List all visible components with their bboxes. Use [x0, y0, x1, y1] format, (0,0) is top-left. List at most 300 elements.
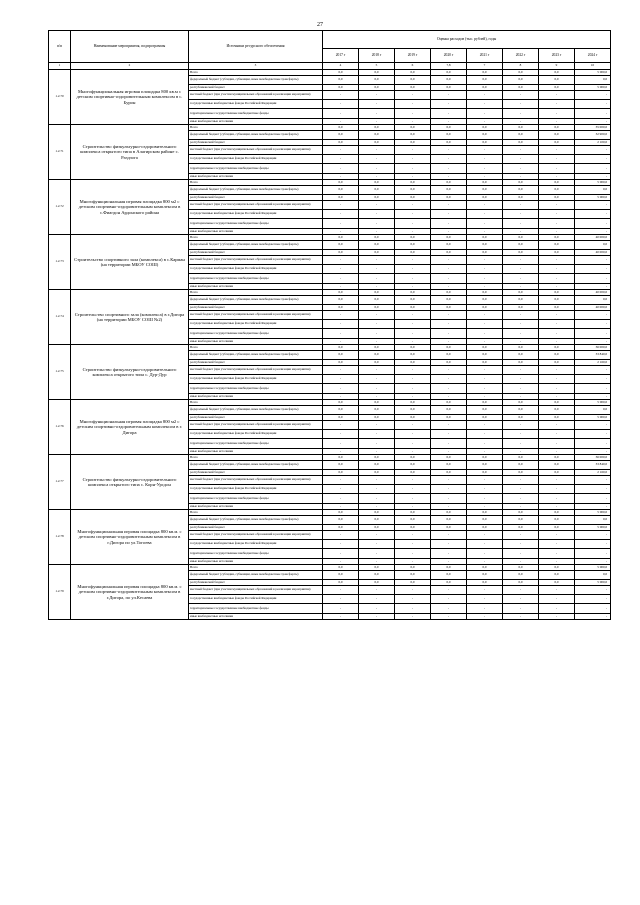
value-cell: -: [359, 311, 395, 320]
value-cell: -: [467, 311, 503, 320]
value-cell-2024: -: [575, 174, 611, 180]
value-cell: -: [503, 311, 539, 320]
value-cell: -: [431, 219, 467, 229]
value-cell: 0,0: [323, 525, 359, 531]
value-cell: 0,0: [467, 195, 503, 201]
value-cell: 0,0: [431, 415, 467, 421]
value-cell: 0,0: [503, 525, 539, 531]
value-cell: -: [503, 219, 539, 229]
value-cell: -: [467, 284, 503, 290]
item-name: Строительство физкультурно-оздоровительного комплекса открытого типа с. Дур-Дур: [71, 345, 189, 400]
value-cell-2024: -: [575, 485, 611, 494]
value-cell: -: [323, 504, 359, 510]
value-cell: -: [323, 421, 359, 430]
value-cell: -: [503, 485, 539, 494]
value-cell: -: [323, 439, 359, 449]
value-cell: -: [503, 614, 539, 620]
source-label: Всего: [189, 235, 323, 241]
value-cell: 0,0: [539, 360, 575, 366]
value-cell: -: [395, 540, 431, 549]
value-cell-2024: -: [575, 219, 611, 229]
item-number: 1.2.72: [49, 180, 71, 235]
value-cell: -: [395, 604, 431, 614]
value-cell: -: [467, 394, 503, 400]
value-cell: -: [431, 100, 467, 109]
value-cell: -: [539, 229, 575, 235]
value-cell-2024: -: [575, 164, 611, 174]
value-cell: 0,0: [503, 290, 539, 296]
value-cell-2024: 2 160,0: [575, 470, 611, 476]
value-cell-2024: -: [575, 210, 611, 219]
item-name: Строительство физкультурно-оздоровительного комплекса открытого типа с. Корн-Урсдон: [71, 455, 189, 510]
value-cell: 0,0: [539, 290, 575, 296]
value-cell: -: [467, 339, 503, 345]
value-cell: -: [539, 256, 575, 265]
value-cell: -: [503, 164, 539, 174]
value-cell: 0,0: [467, 470, 503, 476]
value-cell: -: [395, 430, 431, 439]
source-label: государственные внебюджетные фонды Российской Федерации: [189, 210, 323, 219]
value-cell: -: [503, 366, 539, 375]
value-cell-2024: -: [575, 586, 611, 595]
value-cell: 0,0: [539, 125, 575, 131]
item-number: 1.2.74: [49, 290, 71, 345]
value-cell-2024: 36 000,0: [575, 345, 611, 351]
value-cell: -: [323, 311, 359, 320]
value-cell: 0,0: [539, 70, 575, 76]
value-cell-2024: -: [575, 384, 611, 394]
value-cell-2024: -: [575, 494, 611, 504]
value-cell: -: [503, 109, 539, 119]
value-cell: 0,0: [431, 76, 467, 85]
value-cell: 0,0: [539, 525, 575, 531]
value-cell: 0,0: [539, 580, 575, 586]
value-cell: -: [431, 394, 467, 400]
value-cell: -: [431, 485, 467, 494]
value-cell-2024: -: [575, 284, 611, 290]
value-cell: 0,0: [359, 76, 395, 85]
value-cell: -: [539, 109, 575, 119]
value-cell: 0,0: [323, 195, 359, 201]
value-cell: 0,0: [431, 461, 467, 470]
value-cell: 0,0: [503, 400, 539, 406]
value-cell: 0,0: [395, 131, 431, 140]
source-label: территориальные государственные внебюджетные фонды: [189, 109, 323, 119]
value-cell: -: [323, 494, 359, 504]
value-cell: -: [467, 201, 503, 210]
value-cell: -: [359, 375, 395, 384]
value-cell: -: [539, 219, 575, 229]
value-cell: -: [431, 439, 467, 449]
value-cell: -: [395, 366, 431, 375]
value-cell-2024: -: [575, 146, 611, 155]
value-cell-2024: 5 000,0: [575, 180, 611, 186]
value-cell: -: [467, 210, 503, 219]
value-cell: -: [467, 614, 503, 620]
value-cell: 0,0: [395, 571, 431, 580]
value-cell: -: [467, 439, 503, 449]
value-cell: -: [431, 329, 467, 339]
value-cell: -: [359, 439, 395, 449]
value-cell-2024: 0,0: [575, 516, 611, 525]
value-cell: -: [431, 174, 467, 180]
source-label: государственные внебюджетные фонды Российской Федерации: [189, 155, 323, 164]
value-cell: -: [467, 320, 503, 329]
value-cell: -: [395, 339, 431, 345]
value-cell: 0,0: [467, 415, 503, 421]
value-cell: -: [323, 210, 359, 219]
value-cell: -: [503, 174, 539, 180]
value-cell: -: [467, 375, 503, 384]
value-cell: -: [503, 421, 539, 430]
value-cell: -: [431, 494, 467, 504]
value-cell: -: [431, 284, 467, 290]
value-cell-2024: 40 000,0: [575, 290, 611, 296]
value-cell: -: [395, 329, 431, 339]
source-label: государственные внебюджетные фонды Российской Федерации: [189, 540, 323, 549]
value-cell-2024: 33 840,0: [575, 351, 611, 360]
value-cell: -: [503, 494, 539, 504]
value-cell: -: [323, 119, 359, 125]
source-label: федеральный бюджет (субсидии, субвенции, иные межбюджетные трансферты): [189, 241, 323, 250]
value-cell: 0,0: [359, 186, 395, 195]
value-cell: 0,0: [467, 571, 503, 580]
value-cell: 0,0: [323, 510, 359, 516]
value-cell: -: [323, 100, 359, 109]
value-cell: -: [359, 604, 395, 614]
value-cell-2024: -: [575, 430, 611, 439]
value-cell: 0,0: [503, 125, 539, 131]
source-label: государственные внебюджетные фонды Российской Федерации: [189, 265, 323, 274]
value-cell: 0,0: [359, 345, 395, 351]
index-cell-10: 10: [575, 63, 611, 70]
source-label: республиканский бюджет: [189, 415, 323, 421]
value-cell: 0,0: [503, 415, 539, 421]
value-cell: -: [503, 91, 539, 100]
value-cell: -: [359, 274, 395, 284]
value-cell: -: [539, 476, 575, 485]
value-cell-2024: -: [575, 394, 611, 400]
value-cell: -: [503, 284, 539, 290]
item-number: 1.2.78: [49, 510, 71, 565]
source-label: государственные внебюджетные фонды Российской Федерации: [189, 320, 323, 329]
value-cell: -: [323, 384, 359, 394]
value-cell: -: [359, 384, 395, 394]
source-label: Всего: [189, 180, 323, 186]
value-cell: 0,0: [503, 241, 539, 250]
value-cell: 0,0: [395, 241, 431, 250]
value-cell: -: [323, 329, 359, 339]
value-cell-2024: -: [575, 595, 611, 604]
value-cell: -: [395, 595, 431, 604]
value-cell: 0,0: [323, 290, 359, 296]
value-cell: -: [467, 219, 503, 229]
value-cell: -: [539, 504, 575, 510]
value-cell: -: [431, 265, 467, 274]
item-number: 1.2.75: [49, 345, 71, 400]
value-cell: -: [467, 155, 503, 164]
value-cell: -: [359, 219, 395, 229]
value-cell: 0,0: [503, 186, 539, 195]
value-cell: 0,0: [359, 571, 395, 580]
value-cell: -: [503, 384, 539, 394]
value-cell-2024: -: [575, 531, 611, 540]
value-cell: -: [359, 256, 395, 265]
value-cell: -: [323, 91, 359, 100]
source-label: федеральный бюджет (субсидии, субвенции, иные межбюджетные трансферты): [189, 351, 323, 360]
value-cell-2024: 5 000,0: [575, 580, 611, 586]
header-year-0: 2017 г: [323, 49, 359, 63]
value-cell: 0,0: [431, 140, 467, 146]
value-cell: -: [323, 595, 359, 604]
source-label: республиканский бюджет: [189, 195, 323, 201]
source-label: Всего: [189, 125, 323, 131]
budget-table: [48, 30, 611, 620]
value-cell: 0,0: [323, 305, 359, 311]
value-cell: -: [467, 494, 503, 504]
value-cell: -: [323, 174, 359, 180]
value-cell: -: [359, 109, 395, 119]
value-cell: 0,0: [467, 525, 503, 531]
value-cell: 0,0: [431, 125, 467, 131]
value-cell: 0,0: [395, 525, 431, 531]
value-cell-2024: 5 000,0: [575, 525, 611, 531]
value-cell: 0,0: [323, 571, 359, 580]
value-cell: -: [539, 284, 575, 290]
value-cell: 0,0: [359, 250, 395, 256]
value-cell: -: [431, 119, 467, 125]
value-cell: -: [539, 339, 575, 345]
value-cell: 0,0: [503, 195, 539, 201]
value-cell: 0,0: [503, 461, 539, 470]
source-label: федеральный бюджет (субсидии, субвенции, иные межбюджетные трансферты): [189, 76, 323, 85]
value-cell: 0,0: [323, 125, 359, 131]
item-name: Строительство физкультурно-оздоровительного комплекса открытого типа в Алагирском районе с. Раздзога: [71, 125, 189, 180]
source-label: иные внебюджетные источники: [189, 559, 323, 565]
value-cell: 0,0: [467, 580, 503, 586]
value-cell: -: [323, 274, 359, 284]
value-cell: -: [359, 174, 395, 180]
source-label: республиканский бюджет: [189, 250, 323, 256]
header-index-row: [49, 63, 611, 70]
value-cell: -: [503, 256, 539, 265]
value-cell: 0,0: [395, 85, 431, 91]
value-cell: -: [359, 210, 395, 219]
value-cell-2024: 2 160,0: [575, 360, 611, 366]
item-name: Многофункциональная игровая площадка 800 м2 с детским спортивно-оздоровительным комплексом в г. Дигора: [71, 400, 189, 455]
value-cell: -: [503, 229, 539, 235]
value-cell: 0,0: [539, 516, 575, 525]
value-cell: 0,0: [503, 470, 539, 476]
value-cell-2024: 33 840,0: [575, 461, 611, 470]
value-cell: -: [467, 119, 503, 125]
value-cell-2024: 35 000,0: [575, 125, 611, 131]
source-label: федеральный бюджет (субсидии, субвенции, иные межбюджетные трансферты): [189, 516, 323, 525]
value-cell: -: [539, 614, 575, 620]
value-cell: -: [539, 449, 575, 455]
value-cell: 0,0: [539, 85, 575, 91]
value-cell: 0,0: [431, 296, 467, 305]
value-cell: 0,0: [503, 140, 539, 146]
value-cell: -: [359, 229, 395, 235]
value-cell: 0,0: [431, 131, 467, 140]
value-cell: -: [323, 559, 359, 565]
value-cell: -: [359, 265, 395, 274]
value-cell: -: [431, 449, 467, 455]
value-cell: -: [539, 485, 575, 494]
value-cell: 0,0: [323, 241, 359, 250]
value-cell: 0,0: [359, 461, 395, 470]
source-label: иные внебюджетные источники: [189, 229, 323, 235]
item-number: 1.2.76: [49, 400, 71, 455]
source-label: государственные внебюджетные фонды Российской Федерации: [189, 430, 323, 439]
value-cell: 0,0: [395, 70, 431, 76]
value-cell: 0,0: [467, 180, 503, 186]
value-cell: -: [539, 559, 575, 565]
value-cell: 0,0: [431, 565, 467, 571]
value-cell-2024: -: [575, 559, 611, 565]
value-cell: -: [539, 430, 575, 439]
value-cell: -: [503, 476, 539, 485]
value-cell: -: [359, 284, 395, 290]
value-cell: 0,0: [503, 180, 539, 186]
value-cell: -: [359, 485, 395, 494]
index-cell-9: 9: [539, 63, 575, 70]
value-cell: 0,0: [359, 400, 395, 406]
value-cell-2024: -: [575, 265, 611, 274]
value-cell-2024: 0,0: [575, 76, 611, 85]
value-cell: -: [395, 439, 431, 449]
value-cell: -: [503, 595, 539, 604]
value-cell: 0,0: [395, 195, 431, 201]
value-cell: -: [467, 586, 503, 595]
value-cell: 0,0: [467, 235, 503, 241]
value-cell: -: [431, 201, 467, 210]
value-cell-2024: -: [575, 549, 611, 559]
value-cell: -: [539, 274, 575, 284]
source-label: местный бюджет (при участии муниципальных образований в реализации мероприятия): [189, 421, 323, 430]
value-cell-2024: -: [575, 229, 611, 235]
value-cell: 0,0: [323, 461, 359, 470]
value-cell: -: [503, 201, 539, 210]
value-cell: 0,0: [323, 406, 359, 415]
value-cell: -: [323, 430, 359, 439]
value-cell: 0,0: [503, 85, 539, 91]
value-cell: 0,0: [539, 195, 575, 201]
value-cell-2024: 0,0: [575, 186, 611, 195]
value-cell-2024: -: [575, 91, 611, 100]
value-cell: -: [431, 155, 467, 164]
source-label: республиканский бюджет: [189, 305, 323, 311]
value-cell-2024: 5 000,0: [575, 565, 611, 571]
value-cell: -: [359, 504, 395, 510]
header-year-4: 2021 г: [467, 49, 503, 63]
value-cell: -: [503, 586, 539, 595]
value-cell: 0,0: [359, 455, 395, 461]
value-cell: 0,0: [395, 235, 431, 241]
value-cell: 0,0: [431, 510, 467, 516]
value-cell: -: [395, 559, 431, 565]
value-cell: 0,0: [395, 125, 431, 131]
source-label: федеральный бюджет (субсидии, субвенции, иные межбюджетные трансферты): [189, 186, 323, 195]
value-cell: 0,0: [359, 290, 395, 296]
value-cell: -: [539, 421, 575, 430]
value-cell: -: [359, 449, 395, 455]
value-cell: -: [467, 559, 503, 565]
value-cell: -: [539, 155, 575, 164]
value-cell: -: [359, 614, 395, 620]
value-cell: -: [323, 109, 359, 119]
value-cell: 0,0: [503, 580, 539, 586]
value-cell: -: [323, 146, 359, 155]
value-cell: -: [395, 256, 431, 265]
value-cell: -: [323, 219, 359, 229]
value-cell: -: [395, 549, 431, 559]
value-cell: 0,0: [395, 406, 431, 415]
value-cell: 0,0: [431, 180, 467, 186]
value-cell: -: [395, 586, 431, 595]
value-cell: 0,0: [467, 296, 503, 305]
value-cell: -: [359, 559, 395, 565]
value-cell: -: [359, 339, 395, 345]
value-cell: 0,0: [359, 580, 395, 586]
value-cell: 0,0: [359, 510, 395, 516]
value-cell: 0,0: [503, 296, 539, 305]
value-cell: 0,0: [431, 186, 467, 195]
value-cell: -: [467, 164, 503, 174]
value-cell: 0,0: [467, 125, 503, 131]
value-cell: 0,0: [539, 455, 575, 461]
value-cell: -: [467, 366, 503, 375]
value-cell: -: [395, 210, 431, 219]
value-cell: 0,0: [359, 360, 395, 366]
value-cell: 0,0: [395, 565, 431, 571]
value-cell: 0,0: [431, 70, 467, 76]
value-cell: 0,0: [395, 461, 431, 470]
source-label: государственные внебюджетные фонды Российской Федерации: [189, 485, 323, 494]
source-label: территориальные государственные внебюджетные фонды: [189, 549, 323, 559]
value-cell: 0,0: [503, 250, 539, 256]
value-cell-2024: -: [575, 366, 611, 375]
value-cell: -: [503, 146, 539, 155]
value-cell: -: [359, 329, 395, 339]
value-cell: -: [431, 614, 467, 620]
value-cell: -: [539, 329, 575, 339]
table-body: [49, 70, 611, 620]
value-cell: -: [431, 549, 467, 559]
source-label: местный бюджет (при участии муниципальных образований в реализации мероприятия): [189, 586, 323, 595]
value-cell: 0,0: [539, 351, 575, 360]
value-cell: -: [503, 155, 539, 164]
value-cell: 0,0: [467, 241, 503, 250]
value-cell: 0,0: [395, 180, 431, 186]
value-cell: -: [395, 320, 431, 329]
value-cell: -: [467, 256, 503, 265]
item-number: 1.2.73: [49, 235, 71, 290]
value-cell: -: [359, 586, 395, 595]
value-cell: -: [431, 476, 467, 485]
value-cell-2024: -: [575, 476, 611, 485]
value-cell: 0,0: [359, 140, 395, 146]
value-cell: -: [431, 604, 467, 614]
value-cell: -: [539, 201, 575, 210]
value-cell: 0,0: [467, 565, 503, 571]
value-cell: 0,0: [503, 406, 539, 415]
value-cell: 0,0: [467, 455, 503, 461]
source-label: республиканский бюджет: [189, 470, 323, 476]
value-cell: -: [539, 531, 575, 540]
header-year-1: 2018 г: [359, 49, 395, 63]
